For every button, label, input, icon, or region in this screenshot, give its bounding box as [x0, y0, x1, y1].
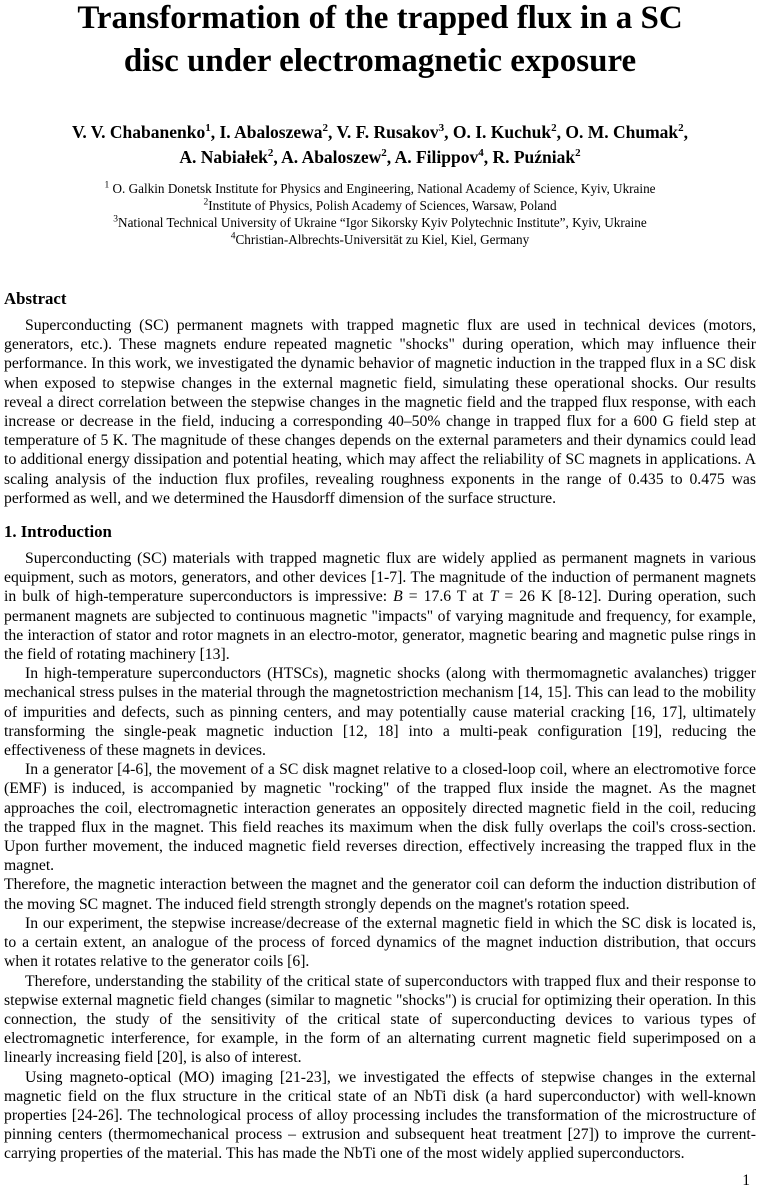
affiliations-block — [4, 180, 756, 248]
author-name: O. I. Kuchuk — [452, 122, 552, 142]
author-name: A. Nabiałek — [179, 147, 268, 167]
abstract-heading: Abstract — [4, 289, 67, 308]
author-name: V. V. Chabanenko — [71, 122, 206, 142]
introduction-body — [4, 549, 756, 1164]
paragraph: Superconducting (SC) permanent magnets with trapped magnetic flux are used in technical devices (motors, generators, etc.). These magnets endure repeated magnetic "shocks" during operation, which may influence their performance. In this work, we investigated the dynamic behavior of magnetic induction in the trapped flux in a SC disk when exposed to stepwise changes in the external magnetic field, simulating these operational shocks. Our results reveal a direct correlation between the stepwise changes in the magnetic field and the trapped flux response, with each increase or decrease in the field, inducing a corresponding 40–50% change in trapped flux for a 600 G field step at temperature of 5 K. The magnitude of these changes depends on the external parameters and their dynamics could lead to additional energy dissipation and potential heating, which may affect the reliability of SC magnets in applications. A scaling analysis of the induction flux profiles, revealing roughness exponents in the range of 0.435 to 0.475 was performed as well, and we determined the Hausdorff dimension of the surface structure. — [4, 317, 756, 507]
affiliation-number: 1 — [104, 180, 110, 191]
paragraph: In a generator [4-6], the movement of a SC disk magnet relative to a closed-loop coil, where an electromotive force (EMF) is induced, is accompanied by magnetic "rocking" of the trapped flux inside the magnet. As the magnet approaches the coil, electromagnetic interaction generates an oppositely directed magnetic field in the coil, reducing the trapped flux in the magnet. This field reaches its maximum when the disk fully overlaps the coil's cross-section. Upon further movement, the induced magnetic field reverses direction, effectively increasing the trapped flux in the magnet. — [4, 761, 756, 875]
author-affiliation-ref: 2 — [267, 147, 274, 160]
paragraph: Using magneto-optical (MO) imaging [21-23], we investigated the effects of stepwise changes in the external magnetic field on the flux structure in the critical state of an NbTi disk (a hard superconductor) with well-known properties [24-26]. The technological process of alloy processing includes the transformation of the microstructure of pinning centers (thermomechanical process – extrusion and subsequent heat treatment [27]) to improve the current-carrying properties of the material. This has made the NbTi one of the most widely applied superconductors. — [4, 1068, 756, 1163]
paragraph: In our experiment, the stepwise increase/decrease of the external magnetic field in which the SC disk is located is, to a certain extent, an analogue of the process of forced dynamics of the magnet induction distribution, that occurs when it rotates relative to the generator coils [6]. — [4, 914, 756, 971]
author-name: A. Filippov — [394, 147, 479, 167]
author-affiliation-ref: 2 — [575, 147, 581, 160]
introduction-heading: 1. Introduction — [4, 522, 112, 542]
paper-title-line1: Transformation of the trapped flux in a SC — [77, 0, 683, 36]
author-affiliation-ref: 2 — [678, 122, 684, 135]
author-affiliation-ref: 2 — [322, 122, 329, 135]
author-affiliation-ref: 2 — [551, 122, 557, 135]
paragraph: Therefore, understanding the stability of the critical state of superconductors with trapped flux and their response to stepwise external magnetic field changes (similar to magnetic "shocks") is crucial for optimizing their operation. In this connection, the study of the sensitivity of the critical state of superconducting devices to various types of electromagnetic interference, for example, in the form of an alternating current magnetic field superimposed on a linearly increasing field [20], is also of interest. — [4, 972, 756, 1067]
affiliation-number: 4 — [230, 231, 236, 242]
author-affiliation-ref: 2 — [381, 147, 387, 160]
author-line: A. Nabiałek$^2$, A. Abaloszew$^2$, A. Filippov$^4$, R. Puźniak$^2$ — [179, 147, 581, 167]
affiliation: $^2$Institute of Physics, Polish Academy of Sciences, Warsaw, Poland — [203, 197, 557, 213]
affiliation: $^4$Christian-Albrechts-Universität zu Kiel, Kiel, Germany — [230, 231, 530, 247]
paragraph: In high-temperature superconductors (HTSCs), magnetic shocks (along with thermomagnetic avalanches) trigger mechanical stress pulses in the material through the magnetostriction mechanism [14, 15]. This can lead to the mobility of impurities and defects, such as pinning centers, and may potentially cause material cracking [16, 17], ultimately transforming the single-peak magnetic induction [12, 18] into a multi-peak configuration [19], reducing the effectiveness of these magnets in devices. — [4, 665, 756, 760]
paragraph: Superconducting (SC) materials with trapped magnetic flux are widely applied as permanent magnets in various equipment, such as motors, generators, and other devices [1-7]. The magnitude of the induction of permanent magnets in bulk of high-temperature superconductors is impressive: B = 17.6 T at T = 26 K [8-12]. During operation, such permanent magnets are subjected to continuous magnetic "impacts" of varying magnitude and frequency, for example, the interaction of stator and rotor magnets in an electro-motor, generator, magnetic bearing and magnetic pulse rings in the field of rotating machinery [13]. — [4, 550, 756, 664]
author-name: V. F. Rusakov — [336, 122, 439, 142]
affiliation-number: 3 — [113, 214, 119, 225]
author-name: I. Abaloszewa — [219, 122, 323, 142]
author-name: R. Puźniak — [492, 147, 576, 167]
authors-block — [4, 120, 756, 170]
author-name: O. M. Chumak — [565, 122, 679, 142]
page-number: 1 — [742, 1172, 750, 1189]
paper-title — [4, 0, 756, 83]
paragraph: Therefore, the magnetic interaction between the magnet and the generator coil can deform the induction distribution of the moving SC magnet. The induced field strength strongly depends on the magnet's rotation speed. — [4, 876, 756, 913]
paper-title-line2: disc under electromagnetic exposure — [123, 43, 637, 79]
affiliation: $^1$ O. Galkin Donetsk Institute for Physics and Engineering, National Academy of Science, Kyiv, Ukraine — [104, 180, 656, 196]
affiliation-number: 2 — [203, 197, 209, 208]
affiliation: $^3$National Technical University of Ukraine “Igor Sikorsky Kyiv Polytechnic Institute”, Kyiv, Ukraine — [113, 214, 647, 230]
author-name: A. Abaloszew — [281, 147, 382, 167]
author-affiliation-ref: 1 — [205, 122, 211, 135]
author-affiliation-ref: 3 — [438, 122, 445, 135]
author-affiliation-ref: 4 — [478, 147, 484, 160]
author-line: V. V. Chabanenko$^1$, I. Abaloszewa$^2$, V. F. Rusakov$^3$, O. I. Kuchuk$^2$, O. M. Chumak$^2$, — [71, 122, 689, 142]
abstract-body — [4, 316, 756, 508]
